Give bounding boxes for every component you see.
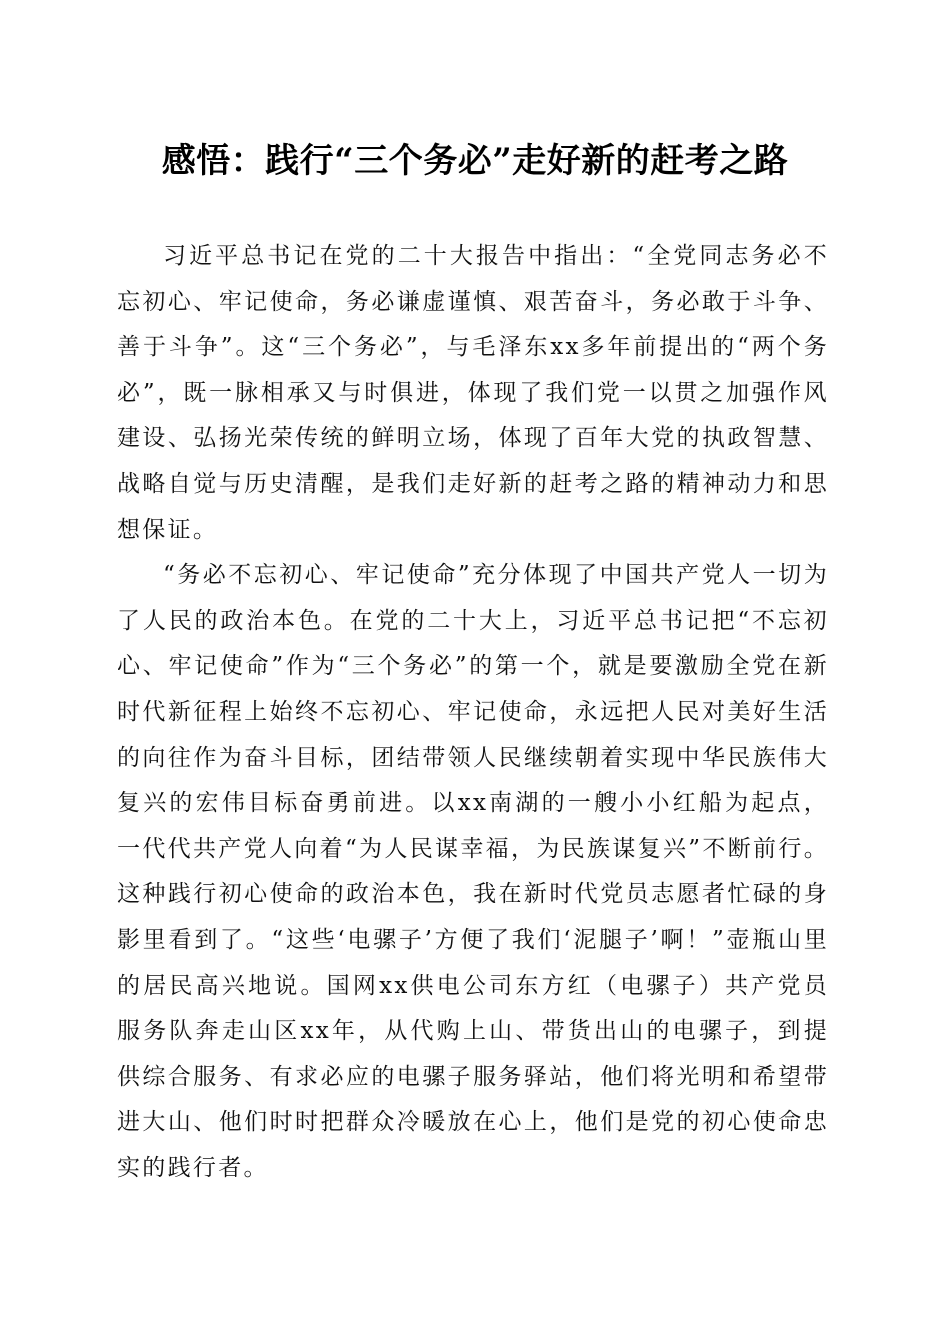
paragraph-1: 习近平总书记在党的二十大报告中指出：“全党同志务必不忘初心、牢记使命，务必谦虚谨慎、艰苦奋斗，务必敢于斗争、善于斗争”。这“三个务必”，与毛泽东xx多年前提出的“两个务必”，既一脉相承又与时俱进，体现了我们党一以贯之加强作风建设、弘扬光荣传统的鲜明立场，体现了百年大党的执政智慧、战略自觉与历史清醒，是我们走好新的赶考之路的精神动力和思想保证。 xyxy=(117,243,829,543)
paragraph-2: “务必不忘初心、牢记使命”充分体现了中国共产党人一切为了人民的政治本色。在党的二十大上，习近平总书记把“不忘初心、牢记使命”作为“三个务必”的第一个，就是要激励全党在新时代新征程上始终不忘初心、牢记使命，永远把人民对美好生活的向往作为奋斗目标，团结带领人民继续朝着实现中华民族伟大复兴的宏伟目标奋勇前进。以xx南湖的一艘小小红船为起点，一代代共产党人向着“为人民谋幸福，为民族谋复兴”不断前行。这种践行初心使命的政治本色，我在新时代党员志愿者忙碌的身影里看到了。“这些‘电骡子’方便了我们‘泥腿子’啊！”壶瓶山里的居民高兴地说。国网xx供电公司东方红（电骡子）共产党员服务队奔走山区xx年，从代购上山、带货出山的电骡子，到提供综合服务、有求必应的电骡子服务驿站，他们将光明和希望带进大山、他们时时把群众冷暖放在心上，他们是党的初心使命忠实的践行者。 xyxy=(117,562,829,1181)
document-body xyxy=(117,234,829,1191)
document-title: 感悟：践行“三个务必”走好新的赶考之路 xyxy=(161,141,789,181)
